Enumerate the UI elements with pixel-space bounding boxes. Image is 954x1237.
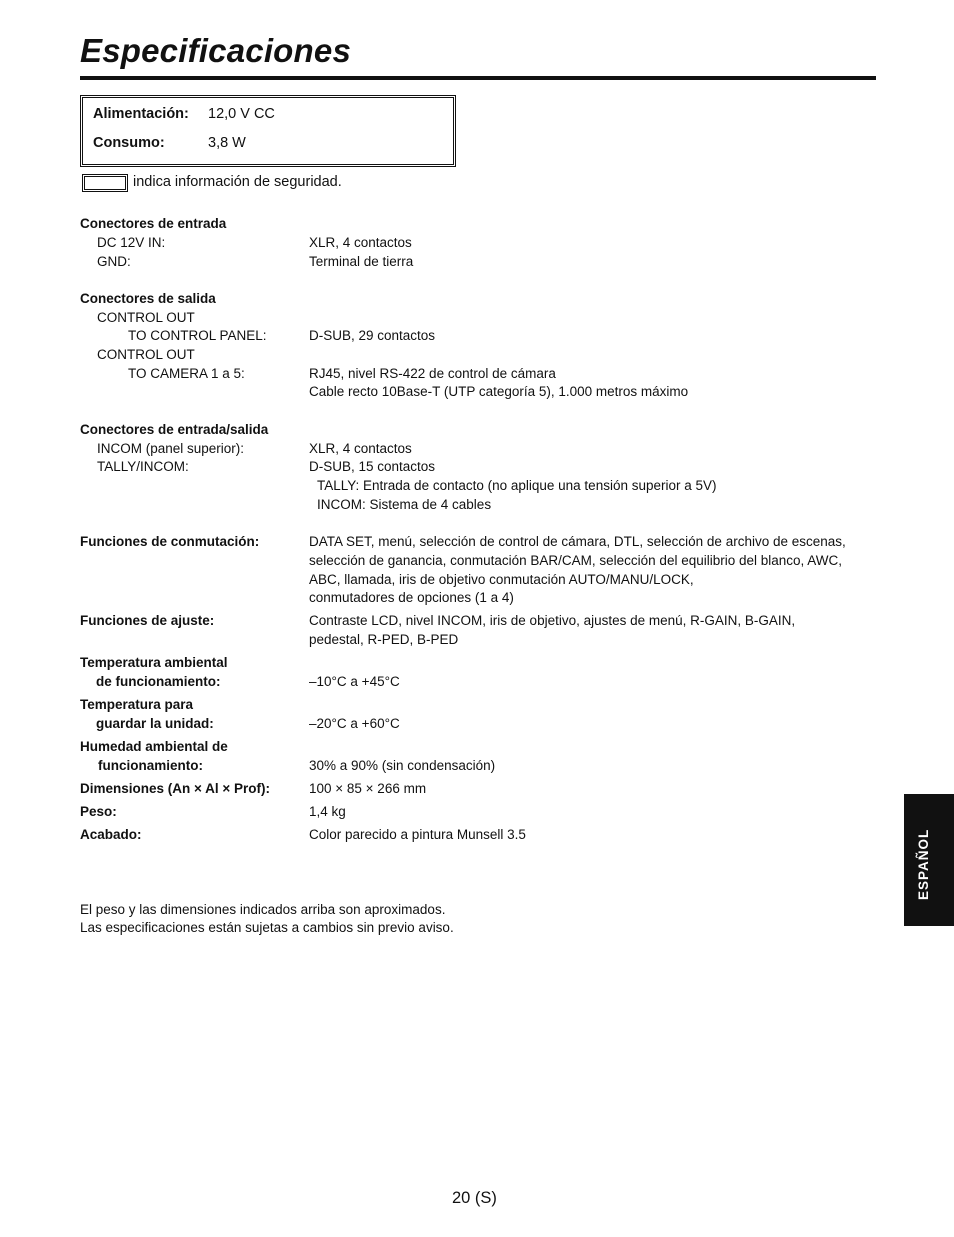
control-out-2-sublabel: TO CAMERA 1 a 5:: [128, 366, 245, 381]
incom-note: INCOM: Sistema de 4 cables: [317, 497, 492, 512]
op-temp-value: –10°C a +45°C: [309, 674, 400, 689]
tally-incom-value: D-SUB, 15 contactos: [309, 459, 436, 474]
storage-temp-label-2: guardar la unidad:: [96, 716, 214, 731]
op-temp-label-1: Temperatura ambiental: [80, 655, 228, 670]
switching-line-2: selección de ganancia, conmutación BAR/CAM, selección del equilibrio del blanco, AWC,: [309, 553, 843, 568]
dc-in-value: XLR, 4 contactos: [309, 235, 412, 250]
humidity-value: 30% a 90% (sin condensación): [309, 758, 496, 773]
output-connectors-heading: Conectores de salida: [80, 291, 216, 306]
gnd-value: Terminal de tierra: [309, 254, 414, 269]
humidity-label-2: funcionamiento:: [98, 758, 203, 773]
page-title: Especificaciones: [80, 32, 352, 69]
switching-line-4: conmutadores de opciones (1 a 4): [309, 590, 514, 605]
incom-value: XLR, 4 contactos: [309, 441, 412, 456]
switching-line-1: DATA SET, menú, selección de control de cámara, DTL, selección de archivo de escenas,: [309, 534, 846, 549]
tally-incom-label: TALLY/INCOM:: [97, 459, 189, 474]
control-out-2-value: RJ45, nivel RS-422 de control de cámara: [309, 366, 556, 381]
adjust-line-2: pedestal, R-PED, B-PED: [309, 632, 459, 647]
storage-temp-label-1: Temperatura para: [80, 697, 194, 712]
finish-value: Color parecido a pintura Munsell 3.5: [309, 827, 526, 842]
page-number: 20 (S): [452, 1189, 497, 1207]
io-connectors-heading: Conectores de entrada/salida: [80, 422, 269, 437]
storage-temp-value: –20°C a +60°C: [309, 716, 400, 731]
control-out-1-label: CONTROL OUT: [97, 310, 195, 325]
consumption-label: Consumo:: [93, 135, 165, 151]
control-out-1-value: D-SUB, 29 contactos: [309, 328, 436, 343]
power-value: 12,0 V CC: [208, 106, 275, 122]
dimensions-value: 100 × 85 × 266 mm: [309, 781, 427, 796]
footnote-approximate: El peso y las dimensiones indicados arriba son aproximados.: [80, 902, 446, 917]
control-out-2-label: CONTROL OUT: [97, 347, 195, 362]
dc-in-label: DC 12V IN:: [97, 235, 166, 250]
title-rule: [80, 76, 876, 80]
tally-note: TALLY: Entrada de contacto (no aplique una tensión superior a 5V): [317, 478, 717, 493]
control-out-1-sublabel: TO CONTROL PANEL:: [128, 328, 267, 343]
finish-label: Acabado:: [80, 827, 142, 842]
consumption-value: 3,8 W: [208, 135, 246, 151]
input-connectors-heading: Conectores de entrada: [80, 216, 227, 231]
switching-label: Funciones de conmutación:: [80, 534, 260, 549]
weight-value: 1,4 kg: [309, 804, 346, 819]
safety-note: indica información de seguridad.: [133, 174, 342, 190]
switching-line-3: ABC, llamada, iris de objetivo conmutación AUTO/MANU/LOCK,: [309, 572, 694, 587]
dimensions-label: Dimensiones (An × Al × Prof):: [80, 781, 271, 796]
weight-label: Peso:: [80, 804, 117, 819]
footnote-changes: Las especificaciones están sujetas a cambios sin previo aviso.: [80, 920, 454, 935]
language-tab-label: ESPAÑOL: [916, 828, 931, 900]
adjust-line-1: Contraste LCD, nivel INCOM, iris de objetivo, ajustes de menú, R-GAIN, B-GAIN,: [309, 613, 796, 628]
gnd-label: GND:: [97, 254, 131, 269]
humidity-label-1: Humedad ambiental de: [80, 739, 228, 754]
op-temp-label-2: de funcionamiento:: [96, 674, 221, 689]
control-out-2-cable: Cable recto 10Base-T (UTP categoría 5), 1.000 metros máximo: [309, 384, 689, 399]
power-label: Alimentación:: [93, 106, 189, 122]
adjust-label: Funciones de ajuste:: [80, 613, 215, 628]
incom-label: INCOM (panel superior):: [97, 441, 245, 456]
safety-symbol-icon: [82, 174, 128, 192]
